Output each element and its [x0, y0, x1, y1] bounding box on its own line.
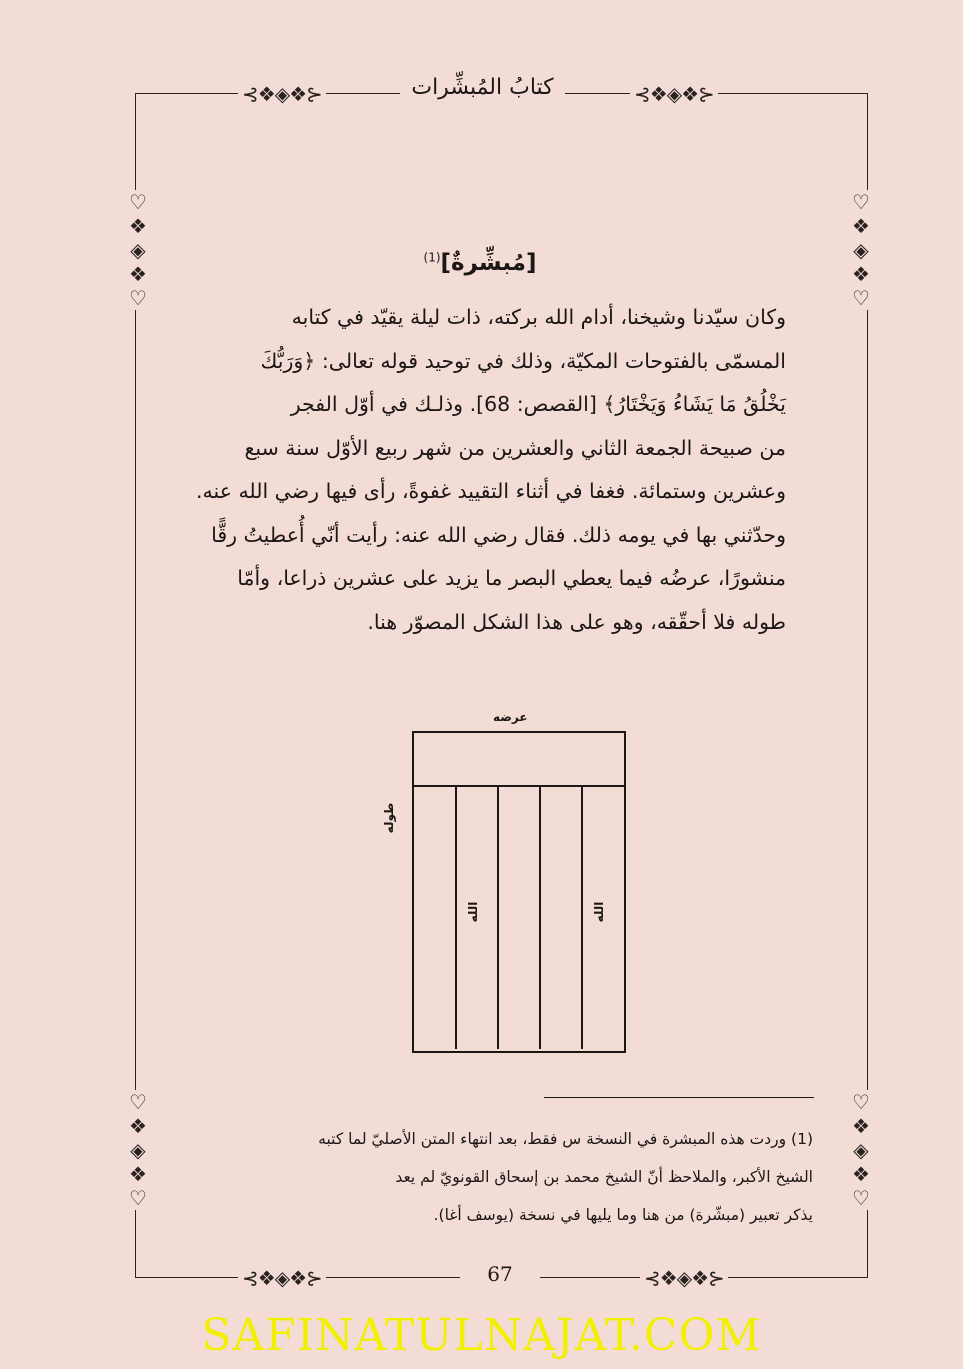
- column-label: الله: [592, 901, 606, 923]
- scroll-diagram: [370, 705, 640, 1055]
- body-line: يَخْلُقُ مَا يَشَاءُ وَيَخْتَارُ﴾ [القصص: 68]. وذلـك في أوّل الفجر: [290, 392, 786, 416]
- column-label: الله: [466, 901, 480, 923]
- body-line: وعشرين وستمائة. فغفا في أثناء التقييد غفوةً، رأى فيها رضي الله عنه.: [196, 479, 786, 503]
- column-divider: [497, 785, 499, 1049]
- column-divider: [539, 785, 541, 1049]
- heading-text: [مُبشِّرةٌ]: [440, 250, 537, 276]
- section-heading: [380, 250, 580, 276]
- width-label: عرضه: [493, 710, 528, 724]
- right-top-ornament-icon: ♡❖◈❖♡: [845, 190, 871, 310]
- left-bottom-ornament-icon: ♡❖◈❖♡: [122, 1090, 148, 1210]
- body-line: طوله فلا أحقّقه، وهو على هذا الشكل المصوّر هنا.: [367, 609, 786, 634]
- left-top-ornament-icon: ♡❖◈❖♡: [122, 190, 148, 310]
- site-watermark: SAFINATULNAJAT.COM: [201, 1310, 762, 1361]
- right-bottom-ornament-icon: ♡❖◈❖♡: [845, 1090, 871, 1210]
- footnote-rule: [544, 1097, 814, 1098]
- bottom-right-ornament-icon: ⊰❖◈❖⊱: [640, 1268, 728, 1288]
- footnote-ref: (1): [423, 250, 441, 265]
- body-line: من صبيحة الجمعة الثاني والعشرين من شهر ربيع الأوّل سنة سبع: [244, 435, 786, 460]
- body-text: [178, 296, 786, 644]
- column-divider: [581, 785, 583, 1049]
- length-label: طوله: [382, 802, 396, 834]
- running-header: كتابُ المُبشِّرات: [400, 75, 565, 100]
- column-divider: [455, 785, 457, 1049]
- top-right-ornament-icon: ⊰❖◈❖⊱: [630, 84, 718, 104]
- body-line: المسمّى بالفتوحات المكيّة، وذلك في توحيد قوله تعالى: ﴿وَرَبُّكَ: [260, 348, 786, 373]
- scroll-outline: [412, 731, 626, 1053]
- page-number: 67: [460, 1262, 540, 1286]
- body-line: وحدّثني بها في يومه ذلك. فقال رضي الله عنه: رأيت أنّي أُعطيتُ رقًّا: [211, 522, 786, 547]
- footnote-line: يذكر تعبير (مبشّرة) من هنا وما يليها في نسخة (يوسف أغا).: [433, 1206, 813, 1224]
- footnote-line: (1) وردت هذه المبشرة في النسخة س فقط، بعد انتهاء المتن الأصليّ لما كتبه: [318, 1130, 813, 1148]
- scroll-header-divider: [412, 785, 624, 787]
- footnote-line: الشيخ الأكبر، والملاحظ أنّ الشيخ محمد بن إسحاق القونويّ لم يعد: [395, 1168, 813, 1186]
- top-left-ornament-icon: ⊰❖◈❖⊱: [238, 84, 326, 104]
- body-line: وكان سيّدنا وشيخنا، أدام الله بركته، ذات ليلة يقيّد في كتابه: [291, 305, 786, 329]
- footnote: [185, 1120, 813, 1234]
- bottom-left-ornament-icon: ⊰❖◈❖⊱: [238, 1268, 326, 1288]
- body-line: منشورًا، عرضُه فيما يعطي البصر ما يزيد على عشرين ذراعا، وأمّا: [237, 566, 786, 590]
